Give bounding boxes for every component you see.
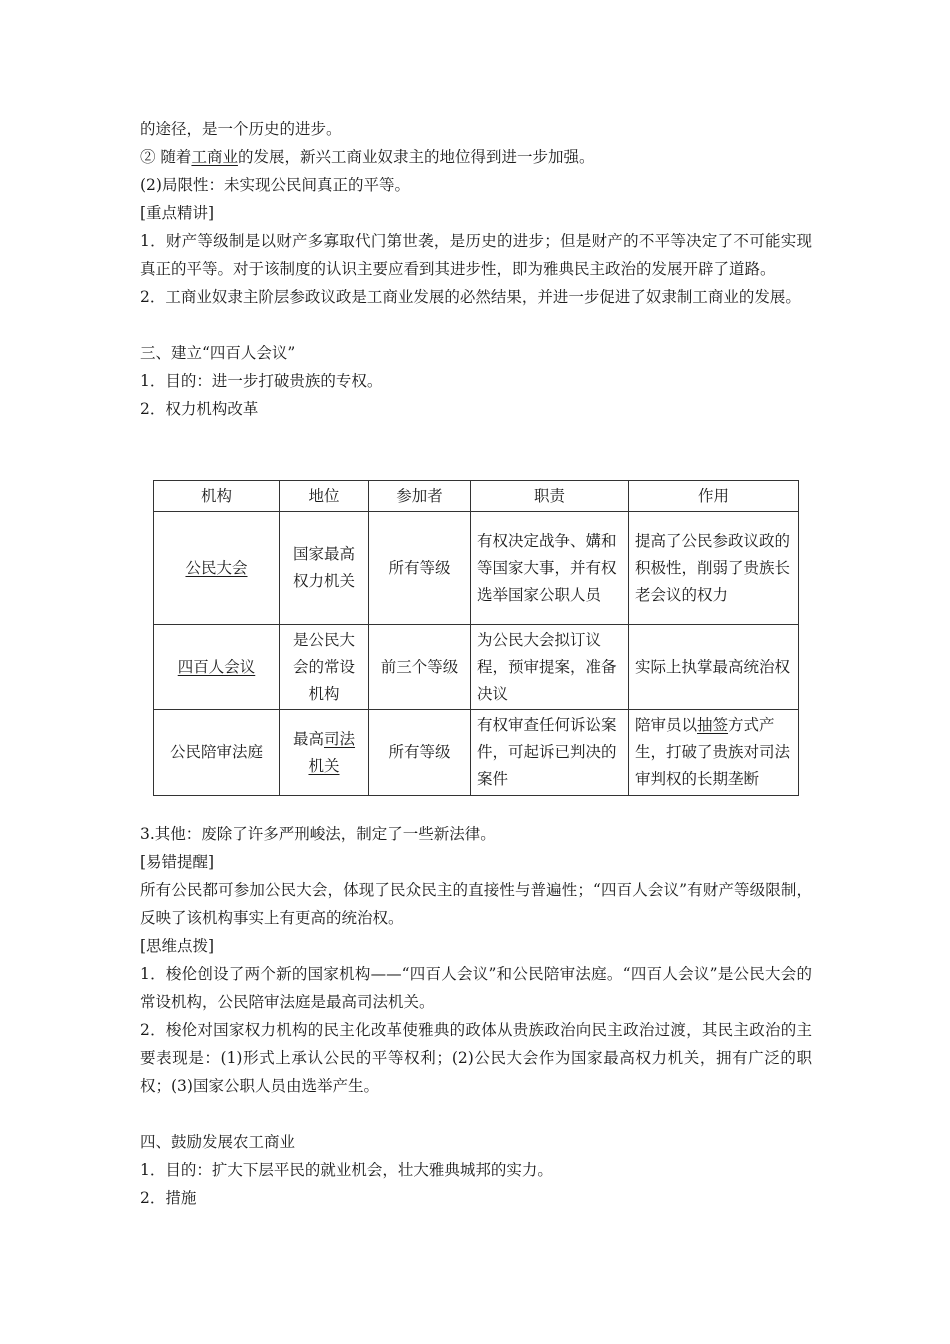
table-cell [280,710,369,796]
header-cell: 作用 [629,481,799,512]
section-title: 四、鼓励发展农工商业 [140,1133,296,1151]
text-line: (2)局限性：未实现公民间真正的平等。 [140,176,410,194]
table-cell [154,512,280,625]
table-cell: 有权决定战争、媾和等国家大事，并有权选举国家公职人员 [471,512,629,625]
table-cell: 有权审查任何诉讼案件，可起诉已判决的案件 [471,710,629,796]
underlined-term: 公民大会 [185,558,248,577]
section-label: [思维点拨] [140,937,215,955]
text-span: 方式产生，打破了贵族对司法审判权的长期垄断 [635,716,791,788]
table-cell: 公民陪审法庭 [154,710,280,796]
underlined-term: 抽签 [697,716,729,734]
header-cell: 参加者 [369,481,471,512]
underlined-term: 工商业 [191,148,238,166]
section-label: [重点精讲] [140,204,215,222]
paragraph: 1．财产等级制是以财产多寡取代门第世袭，是历史的进步；但是财产的不平等决定了不可能实现真正的平等。对于该制度的认识主要应看到其进步性，即为雅典民主政治的发展开辟了道路。 [140,232,812,278]
paragraph: 2．梭伦对国家权力机构的民主化改革使雅典的政体从贵族政治向民主政治过渡，其民主政治的主要表现是：(1)形式上承认公民的平等权利；(2)公民大会作为国家最高权力机关，拥有广泛的职权；(3)国家公职人员由选举产生。 [140,1021,812,1095]
paragraph: 2．工商业奴隶主阶层参政议政是工商业发展的必然结果，并进一步促进了奴隶制工商业的发展。 [140,288,801,306]
table-cell: 所有等级 [369,710,471,796]
text-line: 3.其他：废除了许多严刑峻法，制定了一些新法律。 [140,825,496,843]
paragraph: 1．梭伦创设了两个新的国家机构——“四百人会议”和公民陪审法庭。“四百人会议”是公民大会的常设机构，公民陪审法庭是最高司法机关。 [140,965,812,1011]
section-label: [易错提醒] [140,853,215,871]
text-line: 2．权力机构改革 [140,400,259,418]
document-page [140,115,812,423]
text-line: 的途径，是一个历史的进步。 [140,120,342,138]
table-cell: 为公民大会拟订议程，预审提案，准备决议 [471,625,629,710]
text-line: 2．措施 [140,1189,197,1207]
underlined-term: 四百人会议 [177,657,256,676]
table-row [154,710,799,796]
table-cell: 提高了公民参政议政的积极性，削弱了贵族长老会议的权力 [629,512,799,625]
text-span: 最高 [292,729,324,748]
table-row [154,512,799,625]
header-cell: 地位 [280,481,369,512]
table-cell [154,625,280,710]
header-cell: 机构 [154,481,280,512]
text-line: 1．目的：扩大下层平民的就业机会，壮大雅典城邦的实力。 [140,1161,553,1179]
table-cell: 国家最高权力机关 [280,512,369,625]
text-span: ② 随着 [140,148,192,166]
underlined-term: 司法机关 [308,729,356,775]
text-line [140,143,812,171]
header-cell: 职责 [471,481,629,512]
reform-table [153,480,799,796]
table-header-row [154,481,799,512]
text-span: 陪审员以 [635,716,698,734]
table-cell: 所有等级 [369,512,471,625]
table-cell [629,710,799,796]
table-row [154,625,799,710]
section-title: 三、建立“四百人会议” [140,344,296,362]
paragraph: 所有公民都可参加公民大会，体现了民众民主的直接性与普遍性；“四百人会议”有财产等级限制，反映了该机构事实上有更高的统治权。 [140,881,812,927]
table-cell: 是公民大会的常设机构 [280,625,369,710]
document-page-lower [140,820,812,1212]
table-cell: 实际上执掌最高统治权 [629,625,799,710]
table-cell: 前三个等级 [369,625,471,710]
text-span: 的发展，新兴工商业奴隶主的地位得到进一步加强。 [237,148,595,166]
text-line: 1．目的：进一步打破贵族的专权。 [140,372,383,390]
